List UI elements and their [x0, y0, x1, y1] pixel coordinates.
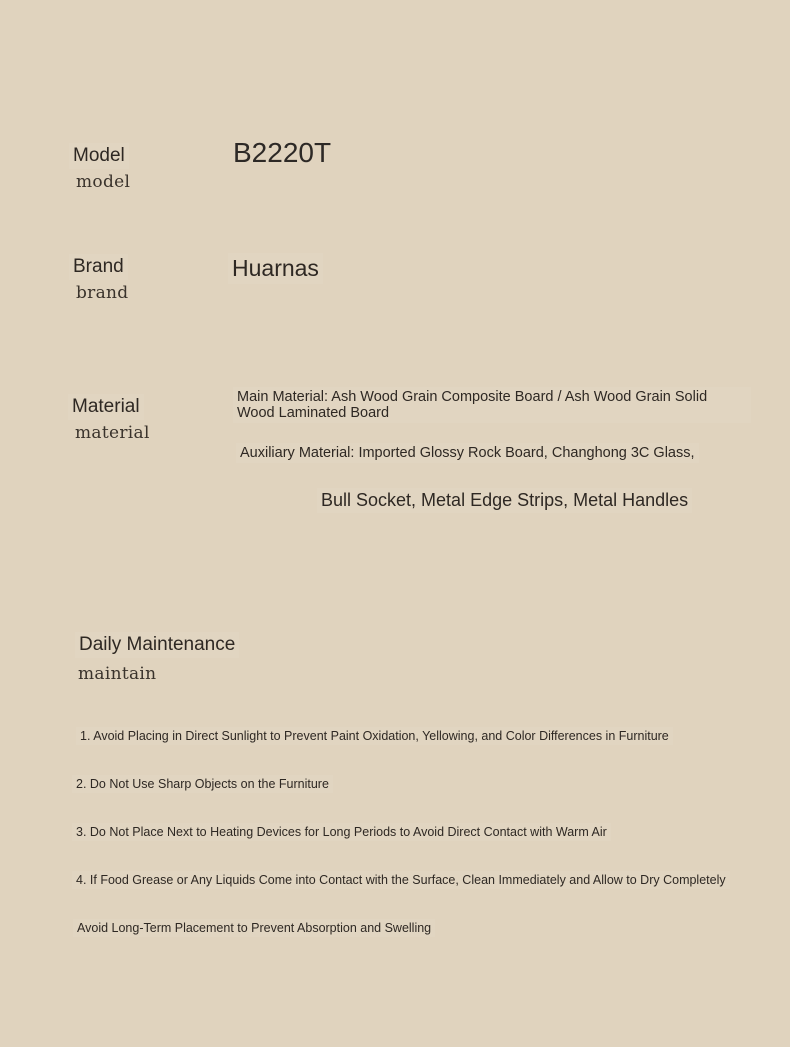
auxiliary-material-text: Auxiliary Material: Imported Glossy Rock Board, Changhong 3C Glass,	[236, 443, 699, 463]
material-sublabel: material	[75, 423, 150, 443]
maintenance-sublabel: maintain	[78, 664, 157, 684]
maintenance-item: 3. Do Not Place Next to Heating Devices for Long Periods to Avoid Direct Contact with Warm Air	[72, 823, 611, 841]
maintenance-title: Daily Maintenance	[75, 632, 239, 658]
main-material-text: Main Material: Ash Wood Grain Composite Board / Ash Wood Grain Solid Wood Laminated Board	[233, 387, 751, 423]
brand-sublabel: brand	[76, 283, 129, 303]
maintenance-item: 4. If Food Grease or Any Liquids Come into Contact with the Surface, Clean Immediately and Allow to Dry Completely	[72, 871, 730, 889]
model-sublabel: model	[76, 172, 131, 192]
maintenance-item: Avoid Long-Term Placement to Prevent Absorption and Swelling	[73, 919, 435, 937]
material-label: Material	[68, 394, 144, 420]
maintenance-item: 1. Avoid Placing in Direct Sunlight to Prevent Paint Oxidation, Yellowing, and Color Differences in Furniture	[76, 727, 673, 745]
model-value: B2220T	[233, 137, 332, 168]
model-label: Model	[69, 143, 129, 169]
brand-value: Huarnas	[228, 253, 323, 284]
maintenance-item: 2. Do Not Use Sharp Objects on the Furniture	[72, 775, 333, 793]
brand-label: Brand	[69, 254, 128, 280]
auxiliary-material-continued: Bull Socket, Metal Edge Strips, Metal Handles	[317, 488, 692, 513]
